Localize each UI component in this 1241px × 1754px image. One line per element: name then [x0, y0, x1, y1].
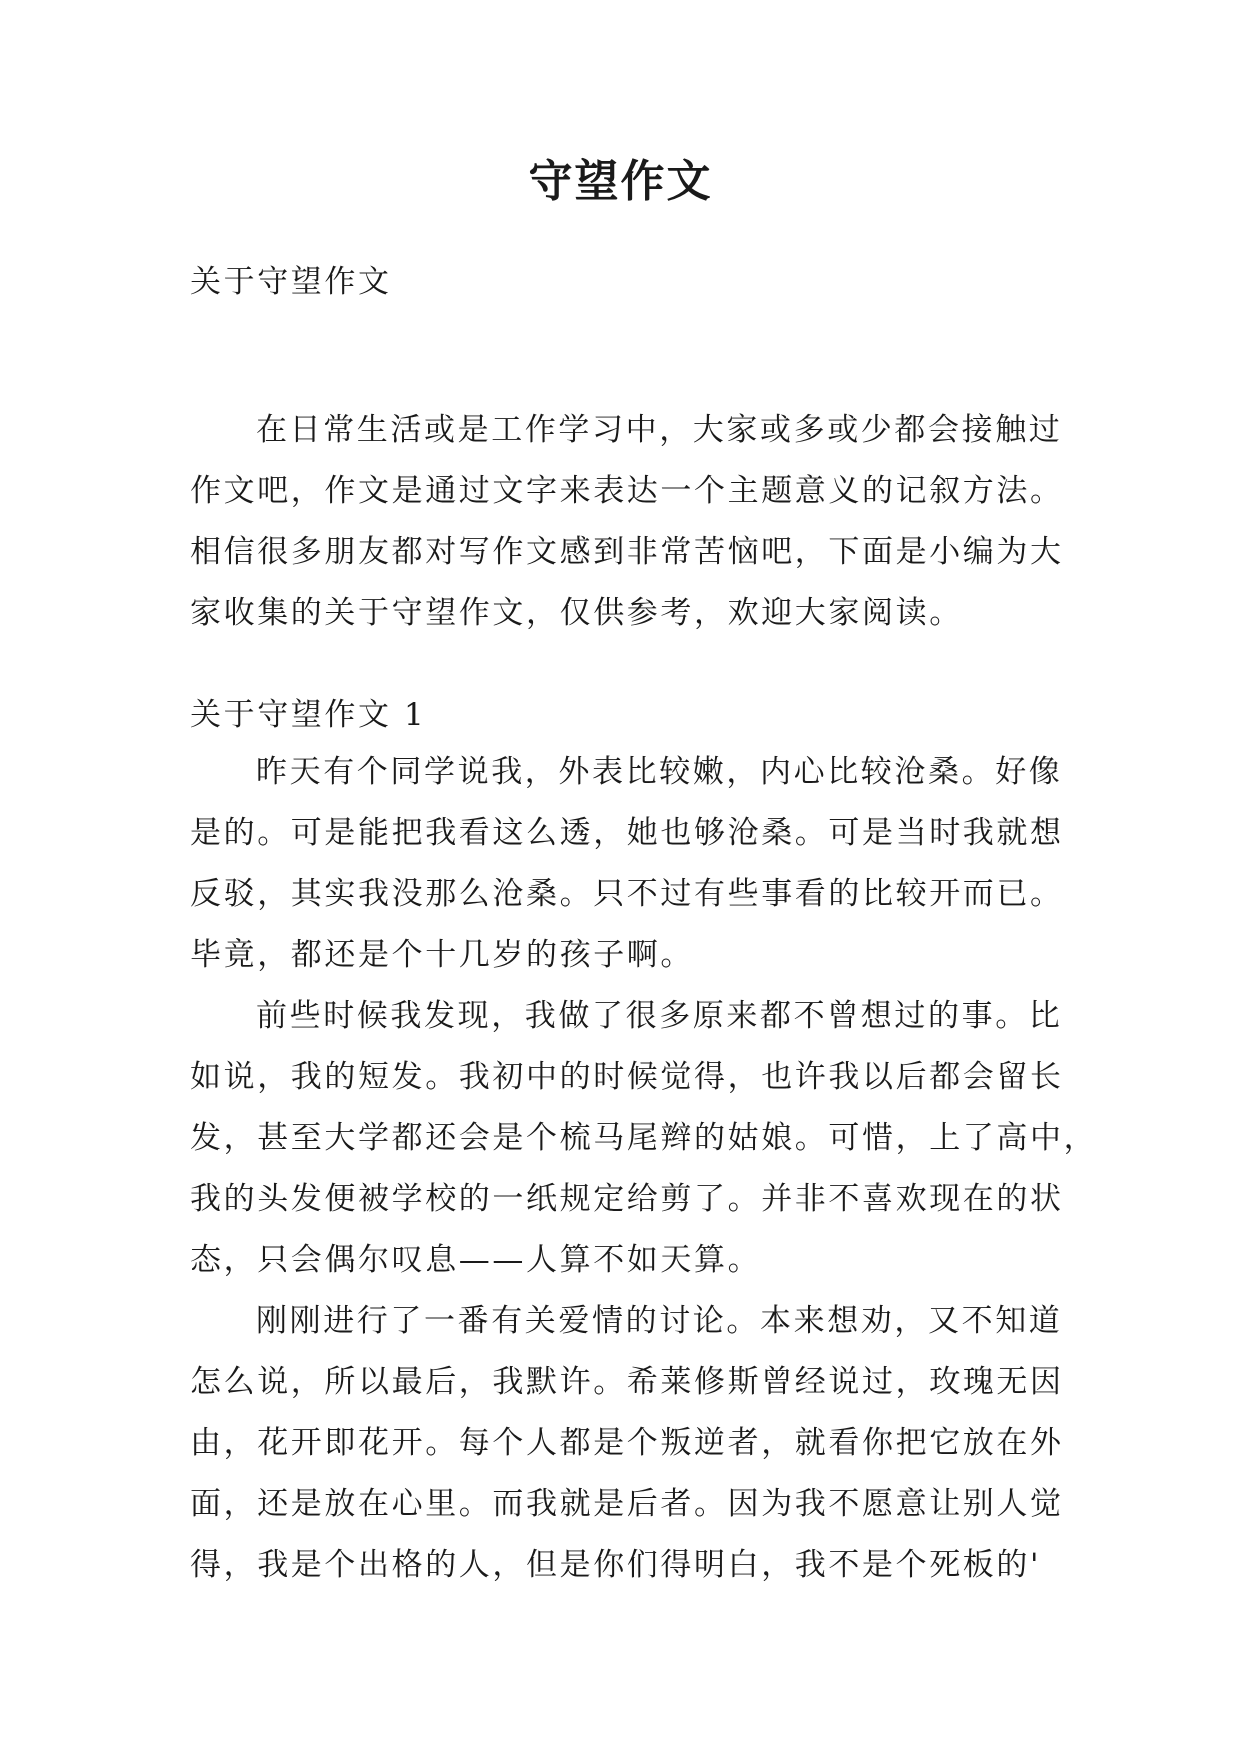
paragraph-line: 毕竟，都还是个十几岁的孩子啊。	[190, 937, 694, 973]
document-subtitle: 关于守望作文	[190, 264, 392, 300]
paragraph-line: 前些时候我发现，我做了很多原来都不曾想过的事。比	[256, 998, 1063, 1034]
paragraph-line: 得，我是个出格的人，但是你们得明白，我不是个死板的'	[190, 1547, 1042, 1583]
paragraph-line: 我的头发便被学校的一纸规定给剪了。并非不喜欢现在的状	[190, 1181, 1064, 1217]
paragraph-line: 如说，我的短发。我初中的时候觉得，也许我以后都会留长	[190, 1059, 1064, 1095]
paragraph-line: 昨天有个同学说我，外表比较嫩，内心比较沧桑。好像	[256, 754, 1063, 790]
paragraph-line: 在日常生活或是工作学习中，大家或多或少都会接触过	[256, 412, 1063, 448]
body-paragraph-1	[190, 742, 1070, 986]
document-title: 守望作文	[528, 156, 713, 207]
paragraph-line: 是的。可是能把我看这么透，她也够沧桑。可是当时我就想	[190, 815, 1064, 851]
paragraph-line: 面，还是放在心里。而我就是后者。因为我不愿意让别人觉	[190, 1486, 1064, 1522]
body-paragraph-2	[190, 986, 1098, 1291]
paragraph-line: 作文吧，作文是通过文字来表达一个主题意义的记叙方法。	[190, 473, 1064, 509]
paragraph-line: 相信很多朋友都对写作文感到非常苦恼吧，下面是小编为大	[190, 534, 1064, 570]
paragraph-line: 由，花开即花开。每个人都是个叛逆者，就看你把它放在外	[190, 1425, 1064, 1461]
paragraph-line: 态，只会偶尔叹息——人算不如天算。	[190, 1242, 762, 1278]
intro-paragraph	[190, 400, 1070, 644]
paragraph-line: 刚刚进行了一番有关爱情的讨论。本来想劝，又不知道	[256, 1303, 1063, 1339]
paragraph-line: 家收集的关于守望作文，仅供参考，欢迎大家阅读。	[190, 595, 963, 631]
paragraph-line: 反驳，其实我没那么沧桑。只不过有些事看的比较开而已。	[190, 876, 1064, 912]
paragraph-line: 怎么说，所以最后，我默许。希莱修斯曾经说过，玫瑰无因	[190, 1364, 1064, 1400]
paragraph-line: 发，甚至大学都还会是个梳马尾辫的姑娘。可惜，上了高中，	[190, 1120, 1098, 1156]
section-heading: 关于守望作文 1	[190, 697, 427, 733]
body-paragraph-3	[190, 1291, 1070, 1596]
